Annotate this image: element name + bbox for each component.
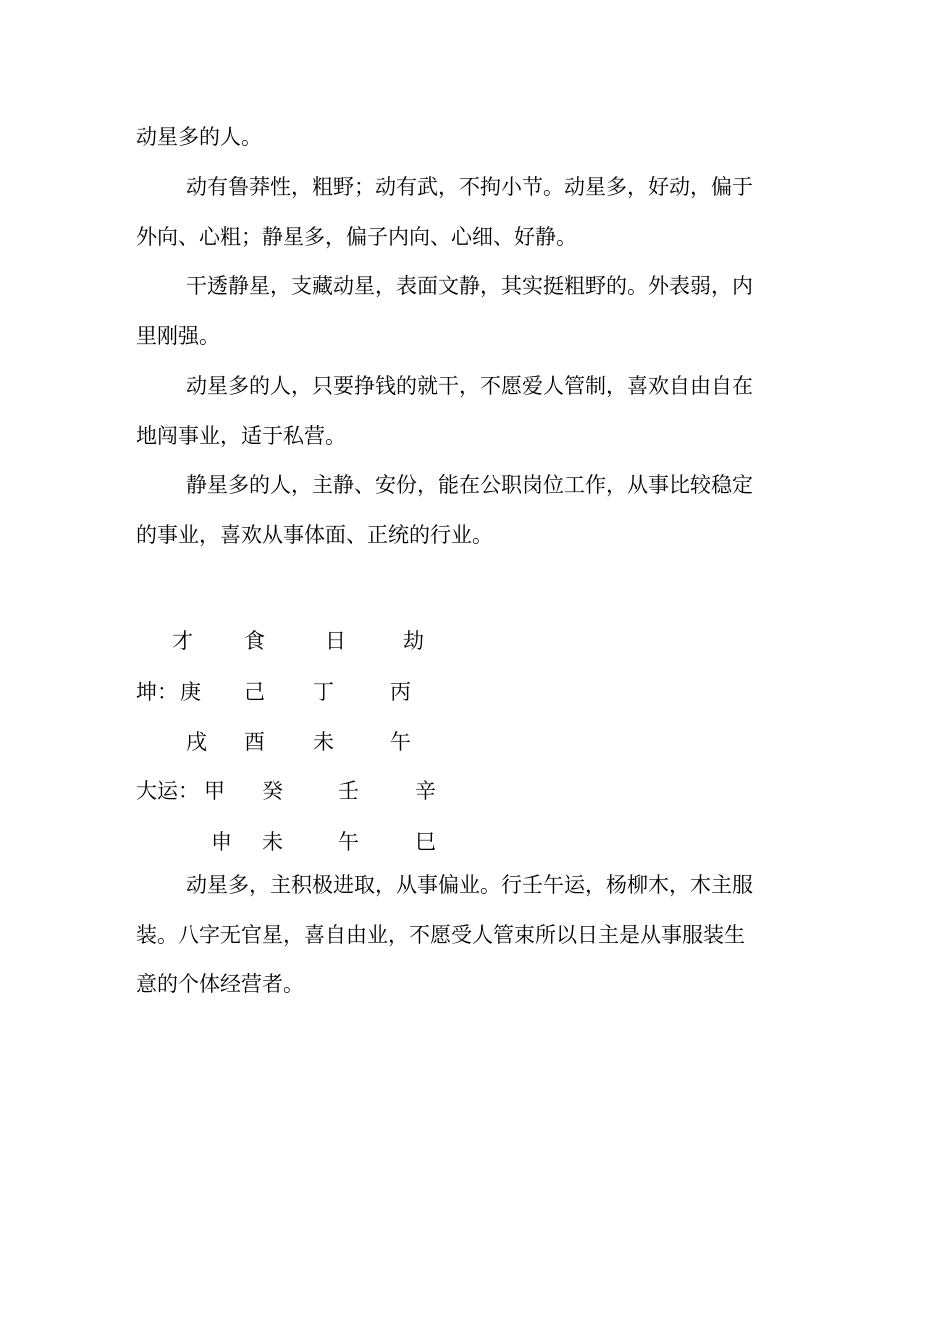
ten-god-hour: 劫	[403, 629, 424, 653]
paragraph-2-line-2: 外向、心粗；静星多，偏子内向、心细、好静。	[136, 225, 577, 249]
paragraph-2-line-1: 动有鲁莽性，粗野；动有武，不拘小节。动星多，好动，偏于	[186, 175, 753, 199]
stem-hour: 丙	[390, 680, 411, 704]
luck-stem-2: 癸	[262, 779, 283, 803]
luck-stem-4: 辛	[415, 779, 436, 803]
branch-year: 戌	[186, 730, 207, 754]
paragraph-5-line-1: 静星多的人，主静、安份，能在公职岗位工作，从事比较稳定	[186, 473, 753, 497]
stem-day: 丁	[313, 680, 334, 704]
stem-year: 庚	[180, 680, 201, 704]
branch-day: 未	[313, 730, 334, 754]
luck-stem-1: 甲	[204, 779, 225, 803]
ten-god-year: 才	[172, 629, 193, 653]
paragraph-4-line-1: 动星多的人，只要挣钱的就干，不愿爱人管制，喜欢自由自在	[186, 374, 753, 398]
paragraph-3-line-1: 干透静星，支藏动星，表面文静，其实挺粗野的。外表弱，内	[186, 274, 753, 298]
paragraph-5-line-2: 的事业，喜欢从事体面、正统的行业。	[136, 523, 493, 547]
paragraph-3-line-2: 里刚强。	[136, 324, 220, 348]
analysis-line-3: 意的个体经营者。	[136, 972, 304, 996]
analysis-line-2: 装。八字无官星，喜自由业，不愿受人管束所以日主是从事服装生	[136, 923, 745, 947]
stems-label: 坤：	[136, 680, 178, 704]
branch-hour: 午	[390, 730, 411, 754]
luck-branch-2: 未	[262, 830, 283, 854]
paragraph-1-line-1: 动星多的人。	[136, 125, 262, 149]
ten-god-day: 日	[325, 629, 346, 653]
stem-month: 己	[244, 680, 265, 704]
analysis-line-1: 动星多，主积极进取，从事偏业。行壬午运，杨柳木，木主服	[186, 873, 753, 897]
luck-branch-1: 申	[211, 830, 232, 854]
luck-label: 大运：	[136, 779, 199, 803]
luck-stem-3: 壬	[338, 779, 359, 803]
branch-month: 酉	[244, 730, 265, 754]
luck-branch-3: 午	[338, 830, 359, 854]
luck-branch-4: 巳	[415, 830, 436, 854]
ten-god-month: 食	[244, 629, 265, 653]
paragraph-4-line-2: 地闯事业，适于私营。	[136, 424, 346, 448]
